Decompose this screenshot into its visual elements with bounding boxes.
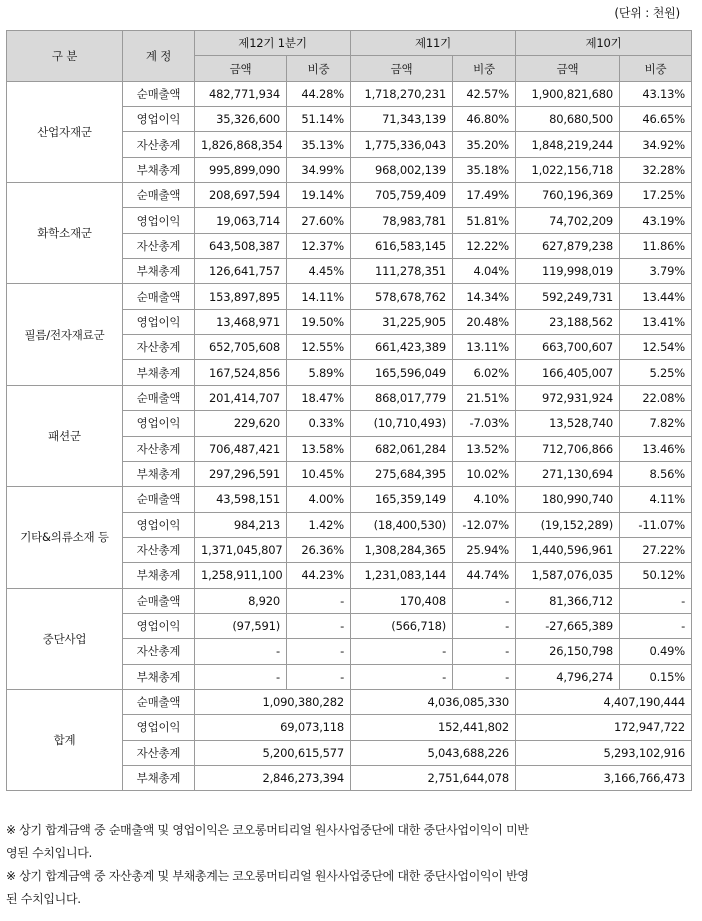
amount-11: 682,061,284 xyxy=(351,436,453,461)
amount-12q1: 995,899,090 xyxy=(195,157,287,182)
ratio-12q1: - xyxy=(287,588,351,613)
ratio-12q1: 44.28% xyxy=(287,81,351,106)
account-name: 영업이익 xyxy=(123,613,195,638)
ratio-12q1: 34.99% xyxy=(287,157,351,182)
amount-12q1: 1,258,911,100 xyxy=(195,563,287,588)
account-name: 부채총계 xyxy=(123,360,195,385)
account-name: 자산총계 xyxy=(123,436,195,461)
amount-12q1: 1,371,045,807 xyxy=(195,537,287,562)
ratio-10: 43.19% xyxy=(620,208,692,233)
account-name: 부채총계 xyxy=(123,664,195,689)
footnotes xyxy=(6,819,696,911)
amount-10: 712,706,866 xyxy=(516,436,620,461)
amount-11: 111,278,351 xyxy=(351,259,453,284)
ratio-11: -7.03% xyxy=(453,411,516,436)
amount-10: 119,998,019 xyxy=(516,259,620,284)
ratio-10: 5.25% xyxy=(620,360,692,385)
ratio-10: 3.79% xyxy=(620,259,692,284)
ratio-11: 42.57% xyxy=(453,81,516,106)
ratio-10: 0.49% xyxy=(620,639,692,664)
ratio-12q1: 4.00% xyxy=(287,487,351,512)
ratio-12q1: - xyxy=(287,639,351,664)
ratio-10: 27.22% xyxy=(620,537,692,562)
account-name: 영업이익 xyxy=(123,512,195,537)
amount-12q1: 706,487,421 xyxy=(195,436,287,461)
amount-12q1: 35,326,600 xyxy=(195,107,287,132)
ratio-11: 14.34% xyxy=(453,284,516,309)
table-row xyxy=(7,183,692,208)
period-header-12q1: 제12기 1분기 xyxy=(195,31,351,56)
ratio-10: 13.44% xyxy=(620,284,692,309)
amount-11: (18,400,530) xyxy=(351,512,453,537)
total-amount-10: 4,407,190,444 xyxy=(516,689,692,714)
amount-11: - xyxy=(351,639,453,664)
amount-12q1: 153,897,895 xyxy=(195,284,287,309)
amount-10: 1,440,596,961 xyxy=(516,537,620,562)
amount-12q1: 297,296,591 xyxy=(195,461,287,486)
ratio-11: 21.51% xyxy=(453,385,516,410)
unit-label: (단위 : 천원) xyxy=(614,6,680,20)
account-name: 영업이익 xyxy=(123,208,195,233)
ratio-10: 11.86% xyxy=(620,233,692,258)
total-amount-11: 152,441,802 xyxy=(351,715,516,740)
account-name: 부채총계 xyxy=(123,765,195,790)
total-amount-11: 4,036,085,330 xyxy=(351,689,516,714)
amount-10: 1,587,076,035 xyxy=(516,563,620,588)
amount-12q1: 643,508,387 xyxy=(195,233,287,258)
account-header: 계 정 xyxy=(123,31,195,82)
account-name: 부채총계 xyxy=(123,563,195,588)
total-amount-10: 172,947,722 xyxy=(516,715,692,740)
amount-11: 165,359,149 xyxy=(351,487,453,512)
footnote-line: ※ 상기 합계금액 중 순매출액 및 영업이익은 코오롱머티리얼 원사사업중단에 대한 중단사업이익이 미반 xyxy=(6,823,529,837)
ratio-12q1: 12.37% xyxy=(287,233,351,258)
amount-10: 23,188,562 xyxy=(516,309,620,334)
amount-header: 금액 xyxy=(195,56,287,81)
amount-11: - xyxy=(351,664,453,689)
amount-10: 13,528,740 xyxy=(516,411,620,436)
account-name: 자산총계 xyxy=(123,537,195,562)
ratio-10: -11.07% xyxy=(620,512,692,537)
account-name: 자산총계 xyxy=(123,740,195,765)
amount-12q1: 13,468,971 xyxy=(195,309,287,334)
ratio-10: 17.25% xyxy=(620,183,692,208)
total-amount-11: 5,043,688,226 xyxy=(351,740,516,765)
ratio-10: 32.28% xyxy=(620,157,692,182)
ratio-12q1: 27.60% xyxy=(287,208,351,233)
ratio-12q1: 5.89% xyxy=(287,360,351,385)
amount-12q1: 8,920 xyxy=(195,588,287,613)
ratio-11: 12.22% xyxy=(453,233,516,258)
amount-12q1: 201,414,707 xyxy=(195,385,287,410)
amount-10: 592,249,731 xyxy=(516,284,620,309)
total-amount-12q1: 5,200,615,577 xyxy=(195,740,351,765)
segment-financial-table xyxy=(6,30,692,791)
amount-12q1: 1,826,868,354 xyxy=(195,132,287,157)
amount-11: 71,343,139 xyxy=(351,107,453,132)
ratio-10: 7.82% xyxy=(620,411,692,436)
amount-header: 금액 xyxy=(516,56,620,81)
division-header: 구 분 xyxy=(7,31,123,82)
amount-11: 1,231,083,144 xyxy=(351,563,453,588)
amount-11: 968,002,139 xyxy=(351,157,453,182)
amount-12q1: 984,213 xyxy=(195,512,287,537)
ratio-12q1: 18.47% xyxy=(287,385,351,410)
ratio-header: 비중 xyxy=(287,56,351,81)
ratio-11: 25.94% xyxy=(453,537,516,562)
amount-12q1: 19,063,714 xyxy=(195,208,287,233)
ratio-header: 비중 xyxy=(453,56,516,81)
ratio-10: 8.56% xyxy=(620,461,692,486)
ratio-10: 43.13% xyxy=(620,81,692,106)
ratio-10: - xyxy=(620,588,692,613)
amount-12q1: 126,641,757 xyxy=(195,259,287,284)
amount-10: -27,665,389 xyxy=(516,613,620,638)
amount-11: 170,408 xyxy=(351,588,453,613)
account-name: 영업이익 xyxy=(123,107,195,132)
amount-11: 1,775,336,043 xyxy=(351,132,453,157)
ratio-12q1: 51.14% xyxy=(287,107,351,132)
total-amount-11: 2,751,644,078 xyxy=(351,765,516,790)
ratio-12q1: 14.11% xyxy=(287,284,351,309)
amount-10: 972,931,924 xyxy=(516,385,620,410)
account-name: 순매출액 xyxy=(123,689,195,714)
total-amount-12q1: 1,090,380,282 xyxy=(195,689,351,714)
ratio-11: 4.04% xyxy=(453,259,516,284)
ratio-12q1: 4.45% xyxy=(287,259,351,284)
account-name: 자산총계 xyxy=(123,132,195,157)
account-name: 순매출액 xyxy=(123,588,195,613)
amount-11: 868,017,779 xyxy=(351,385,453,410)
account-name: 자산총계 xyxy=(123,335,195,360)
amount-10: 81,366,712 xyxy=(516,588,620,613)
footnote-line: ※ 상기 합계금액 중 자산총계 및 부채총계는 코오롱머티리얼 원사사업중단에 대한 중단사업이익이 반영 xyxy=(6,869,529,883)
ratio-12q1: 0.33% xyxy=(287,411,351,436)
ratio-12q1: 19.14% xyxy=(287,183,351,208)
ratio-10: 22.08% xyxy=(620,385,692,410)
ratio-header: 비중 xyxy=(620,56,692,81)
amount-11: (566,718) xyxy=(351,613,453,638)
ratio-12q1: 35.13% xyxy=(287,132,351,157)
amount-10: 1,848,219,244 xyxy=(516,132,620,157)
amount-12q1: 43,598,151 xyxy=(195,487,287,512)
amount-10: 26,150,798 xyxy=(516,639,620,664)
amount-12q1: - xyxy=(195,664,287,689)
account-name: 부채총계 xyxy=(123,461,195,486)
amount-10: 166,405,007 xyxy=(516,360,620,385)
ratio-12q1: 44.23% xyxy=(287,563,351,588)
ratio-11: - xyxy=(453,639,516,664)
ratio-11: 35.20% xyxy=(453,132,516,157)
table-row-total xyxy=(7,689,692,714)
amount-10: 1,022,156,718 xyxy=(516,157,620,182)
amount-11: 275,684,395 xyxy=(351,461,453,486)
total-amount-10: 3,166,766,473 xyxy=(516,765,692,790)
amount-12q1: - xyxy=(195,639,287,664)
ratio-11: - xyxy=(453,613,516,638)
ratio-12q1: 10.45% xyxy=(287,461,351,486)
ratio-10: 0.15% xyxy=(620,664,692,689)
amount-12q1: 167,524,856 xyxy=(195,360,287,385)
ratio-10: 34.92% xyxy=(620,132,692,157)
footnote-line: 영된 수치입니다. xyxy=(6,846,93,860)
account-name: 영업이익 xyxy=(123,309,195,334)
table-row xyxy=(7,487,692,512)
amount-11: (10,710,493) xyxy=(351,411,453,436)
amount-12q1: 482,771,934 xyxy=(195,81,287,106)
ratio-10: 4.11% xyxy=(620,487,692,512)
amount-12q1: 208,697,594 xyxy=(195,183,287,208)
ratio-11: - xyxy=(453,664,516,689)
ratio-10: 12.54% xyxy=(620,335,692,360)
amount-10: 627,879,238 xyxy=(516,233,620,258)
ratio-12q1: 1.42% xyxy=(287,512,351,537)
amount-10: 4,796,274 xyxy=(516,664,620,689)
ratio-11: 20.48% xyxy=(453,309,516,334)
account-name: 순매출액 xyxy=(123,487,195,512)
amount-10: 1,900,821,680 xyxy=(516,81,620,106)
segment-name: 화학소재군 xyxy=(7,183,123,284)
ratio-10: 13.46% xyxy=(620,436,692,461)
ratio-11: 10.02% xyxy=(453,461,516,486)
segment-name: 기타&의류소재 등 xyxy=(7,487,123,588)
ratio-12q1: 26.36% xyxy=(287,537,351,562)
account-name: 자산총계 xyxy=(123,233,195,258)
total-amount-10: 5,293,102,916 xyxy=(516,740,692,765)
segment-name-total: 합계 xyxy=(7,689,123,790)
amount-10: (19,152,289) xyxy=(516,512,620,537)
segment-name: 산업자재군 xyxy=(7,81,123,182)
ratio-11: 13.11% xyxy=(453,335,516,360)
amount-11: 661,423,389 xyxy=(351,335,453,360)
table-row xyxy=(7,284,692,309)
ratio-12q1: 12.55% xyxy=(287,335,351,360)
amount-header: 금액 xyxy=(351,56,453,81)
amount-11: 1,308,284,365 xyxy=(351,537,453,562)
account-name: 순매출액 xyxy=(123,183,195,208)
ratio-10: 50.12% xyxy=(620,563,692,588)
segment-name: 필름/전자재료군 xyxy=(7,284,123,385)
ratio-12q1: - xyxy=(287,613,351,638)
segment-name: 패션군 xyxy=(7,385,123,486)
account-name: 영업이익 xyxy=(123,715,195,740)
period-header-11: 제11기 xyxy=(351,31,516,56)
amount-10: 80,680,500 xyxy=(516,107,620,132)
ratio-12q1: 13.58% xyxy=(287,436,351,461)
amount-11: 616,583,145 xyxy=(351,233,453,258)
amount-11: 165,596,049 xyxy=(351,360,453,385)
ratio-11: 35.18% xyxy=(453,157,516,182)
account-name: 자산총계 xyxy=(123,639,195,664)
total-amount-12q1: 2,846,273,394 xyxy=(195,765,351,790)
ratio-11: 4.10% xyxy=(453,487,516,512)
amount-10: 180,990,740 xyxy=(516,487,620,512)
amount-11: 31,225,905 xyxy=(351,309,453,334)
amount-11: 78,983,781 xyxy=(351,208,453,233)
amount-10: 74,702,209 xyxy=(516,208,620,233)
ratio-11: -12.07% xyxy=(453,512,516,537)
footnote-line: 된 수치입니다. xyxy=(6,892,81,906)
ratio-11: 51.81% xyxy=(453,208,516,233)
total-amount-12q1: 69,073,118 xyxy=(195,715,351,740)
account-name: 부채총계 xyxy=(123,259,195,284)
period-header-10: 제10기 xyxy=(516,31,692,56)
table-row xyxy=(7,385,692,410)
account-name: 순매출액 xyxy=(123,385,195,410)
amount-10: 271,130,694 xyxy=(516,461,620,486)
ratio-10: 46.65% xyxy=(620,107,692,132)
amount-10: 663,700,607 xyxy=(516,335,620,360)
amount-12q1: 652,705,608 xyxy=(195,335,287,360)
amount-10: 760,196,369 xyxy=(516,183,620,208)
ratio-11: 44.74% xyxy=(453,563,516,588)
ratio-10: - xyxy=(620,613,692,638)
ratio-12q1: - xyxy=(287,664,351,689)
ratio-11: - xyxy=(453,588,516,613)
ratio-12q1: 19.50% xyxy=(287,309,351,334)
amount-11: 578,678,762 xyxy=(351,284,453,309)
ratio-11: 46.80% xyxy=(453,107,516,132)
account-name: 순매출액 xyxy=(123,284,195,309)
amount-11: 705,759,409 xyxy=(351,183,453,208)
ratio-11: 6.02% xyxy=(453,360,516,385)
account-name: 부채총계 xyxy=(123,157,195,182)
amount-12q1: 229,620 xyxy=(195,411,287,436)
amount-11: 1,718,270,231 xyxy=(351,81,453,106)
ratio-11: 17.49% xyxy=(453,183,516,208)
ratio-11: 13.52% xyxy=(453,436,516,461)
account-name: 순매출액 xyxy=(123,81,195,106)
ratio-10: 13.41% xyxy=(620,309,692,334)
table-row xyxy=(7,588,692,613)
table-row xyxy=(7,81,692,106)
amount-12q1: (97,591) xyxy=(195,613,287,638)
account-name: 영업이익 xyxy=(123,411,195,436)
segment-name: 중단사업 xyxy=(7,588,123,689)
